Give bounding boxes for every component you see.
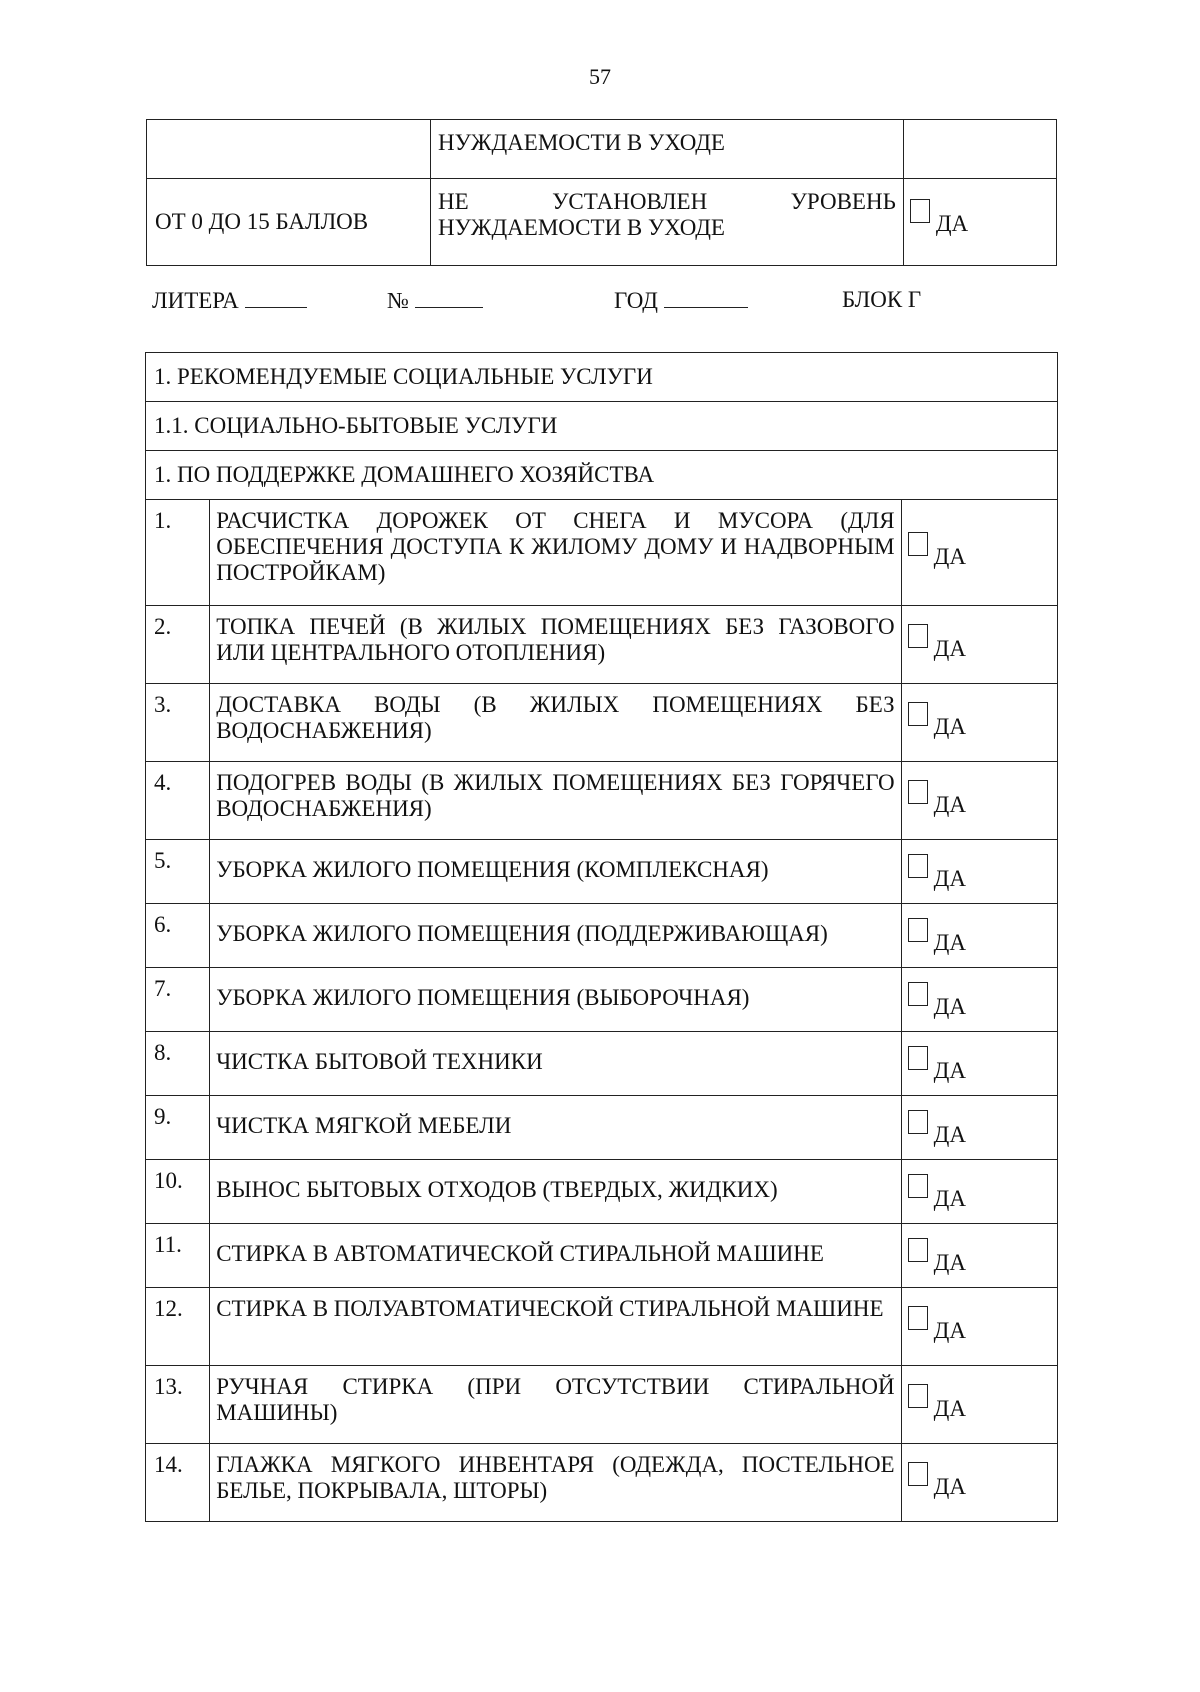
litera-field[interactable] bbox=[152, 287, 307, 314]
need-level-table bbox=[146, 119, 1057, 266]
service-name: ЧИСТКА МЯГКОЙ МЕБЕЛИ bbox=[210, 1096, 901, 1160]
year-field[interactable] bbox=[614, 287, 748, 314]
year-blank[interactable] bbox=[664, 287, 748, 308]
service-name: УБОРКА ЖИЛОГО ПОМЕЩЕНИЯ (ПОДДЕРЖИВАЮЩАЯ) bbox=[210, 904, 901, 968]
checkbox-label: ДА bbox=[933, 866, 966, 891]
subsection-header: 1.1. СОЦИАЛЬНО-БЫТОВЫЕ УСЛУГИ bbox=[146, 402, 1058, 451]
service-name: ТОПКА ПЕЧЕЙ (В ЖИЛЫХ ПОМЕЩЕНИЯХ БЕЗ ГАЗОВОГО ИЛИ ЦЕНТРАЛЬНОГО ОТОПЛЕНИЯ) bbox=[210, 606, 901, 684]
checkbox-label: ДА bbox=[933, 636, 966, 661]
checkbox[interactable] bbox=[908, 1046, 928, 1070]
yes-checkbox-cell[interactable] bbox=[901, 500, 1057, 606]
service-number: 8. bbox=[146, 1032, 210, 1096]
checkbox-label: ДА bbox=[933, 1186, 966, 1211]
service-row bbox=[146, 1366, 1058, 1444]
service-number: 6. bbox=[146, 904, 210, 968]
service-number: 11. bbox=[146, 1224, 210, 1288]
yes-checkbox-cell[interactable] bbox=[901, 1224, 1057, 1288]
block-label: БЛОК Г bbox=[842, 287, 922, 312]
checkbox-label: ДА bbox=[933, 930, 966, 955]
yes-checkbox-cell[interactable] bbox=[901, 1288, 1057, 1366]
number-field[interactable] bbox=[387, 287, 483, 314]
service-name: РУЧНАЯ СТИРКА (ПРИ ОТСУТСТВИИ СТИРАЛЬНОЙ МАШИНЫ) bbox=[210, 1366, 901, 1444]
service-row bbox=[146, 904, 1058, 968]
service-number: 12. bbox=[146, 1288, 210, 1366]
service-row bbox=[146, 1444, 1058, 1522]
checkbox[interactable] bbox=[908, 1110, 928, 1134]
yes-checkbox-cell[interactable] bbox=[901, 840, 1057, 904]
yes-checkbox-cell[interactable] bbox=[901, 968, 1057, 1032]
service-row bbox=[146, 606, 1058, 684]
service-row bbox=[146, 684, 1058, 762]
service-row bbox=[146, 1032, 1058, 1096]
service-row bbox=[146, 500, 1058, 606]
number-label: № bbox=[387, 288, 409, 313]
service-number: 7. bbox=[146, 968, 210, 1032]
checkbox-label: ДА bbox=[933, 1318, 966, 1343]
checkbox[interactable] bbox=[908, 918, 928, 942]
checkbox[interactable] bbox=[908, 854, 928, 878]
service-name: ГЛАЖКА МЯГКОГО ИНВЕНТАРЯ (ОДЕЖДА, ПОСТЕЛЬНОЕ БЕЛЬЕ, ПОКРЫВАЛА, ШТОРЫ) bbox=[210, 1444, 901, 1522]
service-row bbox=[146, 1096, 1058, 1160]
checkbox[interactable] bbox=[908, 1462, 928, 1486]
number-blank[interactable] bbox=[415, 287, 483, 308]
service-name: СТИРКА В АВТОМАТИЧЕСКОЙ СТИРАЛЬНОЙ МАШИНЕ bbox=[210, 1224, 901, 1288]
word: УРОВЕНЬ bbox=[790, 189, 896, 214]
service-name: ПОДОГРЕВ ВОДЫ (В ЖИЛЫХ ПОМЕЩЕНИЯХ БЕЗ ГОРЯЧЕГО ВОДОСНАБЖЕНИЯ) bbox=[210, 762, 901, 840]
service-number: 2. bbox=[146, 606, 210, 684]
service-number: 5. bbox=[146, 840, 210, 904]
service-name: РАСЧИСТКА ДОРОЖЕК ОТ СНЕГА И МУСОРА (ДЛЯ ОБЕСПЕЧЕНИЯ ДОСТУПА К ЖИЛОМУ ДОМУ И НАДВОРНЫМ ПОСТРОЙКАМ) bbox=[210, 500, 901, 606]
litera-blank[interactable] bbox=[245, 287, 307, 308]
service-number: 13. bbox=[146, 1366, 210, 1444]
service-number: 4. bbox=[146, 762, 210, 840]
service-name: ЧИСТКА БЫТОВОЙ ТЕХНИКИ bbox=[210, 1032, 901, 1096]
yes-checkbox-cell[interactable] bbox=[901, 1160, 1057, 1224]
yes-checkbox-cell[interactable] bbox=[901, 684, 1057, 762]
checkbox-label: ДА bbox=[933, 1396, 966, 1421]
service-number: 9. bbox=[146, 1096, 210, 1160]
empty-cell bbox=[903, 120, 1056, 179]
checkbox[interactable] bbox=[908, 532, 928, 556]
checkbox-label: ДА bbox=[935, 211, 969, 236]
checkbox-label: ДА bbox=[933, 994, 966, 1019]
litera-label: ЛИТЕРА bbox=[152, 288, 239, 313]
services-table bbox=[145, 352, 1058, 1522]
checkbox-label: ДА bbox=[933, 1474, 966, 1499]
fields-line bbox=[152, 287, 1052, 317]
category-header: 1. ПО ПОДДЕРЖКЕ ДОМАШНЕГО ХОЗЯЙСТВА bbox=[146, 451, 1058, 500]
service-number: 10. bbox=[146, 1160, 210, 1224]
need-level-label: НУЖДАЕМОСТИ В УХОДЕ bbox=[430, 120, 903, 179]
checkbox-label: ДА bbox=[933, 714, 966, 739]
checkbox[interactable] bbox=[908, 1238, 928, 1262]
checkbox-label: ДА bbox=[933, 1250, 966, 1275]
service-row bbox=[146, 762, 1058, 840]
empty-cell bbox=[147, 120, 431, 179]
yes-checkbox-cell[interactable] bbox=[901, 1444, 1057, 1522]
word: НЕ bbox=[437, 189, 469, 214]
section-header: 1. РЕКОМЕНДУЕМЫЕ СОЦИАЛЬНЫЕ УСЛУГИ bbox=[146, 353, 1058, 402]
yes-checkbox-cell[interactable] bbox=[901, 1096, 1057, 1160]
checkbox-label: ДА bbox=[933, 792, 966, 817]
service-number: 14. bbox=[146, 1444, 210, 1522]
service-row bbox=[146, 1224, 1058, 1288]
service-name: СТИРКА В ПОЛУАВТОМАТИЧЕСКОЙ СТИРАЛЬНОЙ МАШИНЕ bbox=[210, 1288, 901, 1366]
service-name: ВЫНОС БЫТОВЫХ ОТХОДОВ (ТВЕРДЫХ, ЖИДКИХ) bbox=[210, 1160, 901, 1224]
checkbox[interactable] bbox=[908, 624, 928, 648]
yes-checkbox-cell[interactable] bbox=[901, 1032, 1057, 1096]
yes-checkbox-cell[interactable] bbox=[901, 762, 1057, 840]
line: НУЖДАЕМОСТИ В УХОДЕ bbox=[437, 215, 725, 240]
service-name: УБОРКА ЖИЛОГО ПОМЕЩЕНИЯ (КОМПЛЕКСНАЯ) bbox=[210, 840, 901, 904]
service-name: УБОРКА ЖИЛОГО ПОМЕЩЕНИЯ (ВЫБОРОЧНАЯ) bbox=[210, 968, 901, 1032]
word: УСТАНОВЛЕН bbox=[552, 189, 708, 214]
yes-checkbox-cell[interactable] bbox=[903, 179, 1056, 266]
checkbox-label: ДА bbox=[933, 1058, 966, 1083]
score-range: ОТ 0 ДО 15 БАЛЛОВ bbox=[147, 179, 431, 266]
service-row bbox=[146, 1160, 1058, 1224]
service-number: 1. bbox=[146, 500, 210, 606]
service-number: 3. bbox=[146, 684, 210, 762]
service-row bbox=[146, 1288, 1058, 1366]
year-label: ГОД bbox=[614, 288, 658, 313]
service-row bbox=[146, 968, 1058, 1032]
checkbox[interactable] bbox=[908, 1174, 928, 1198]
checkbox[interactable] bbox=[908, 780, 928, 804]
service-name: ДОСТАВКА ВОДЫ (В ЖИЛЫХ ПОМЕЩЕНИЯХ БЕЗ ВОДОСНАБЖЕНИЯ) bbox=[210, 684, 901, 762]
checkbox-label: ДА bbox=[933, 1122, 966, 1147]
checkbox[interactable] bbox=[908, 982, 928, 1006]
yes-checkbox-cell[interactable] bbox=[901, 606, 1057, 684]
checkbox[interactable] bbox=[908, 1384, 928, 1408]
checkbox-label: ДА bbox=[933, 544, 966, 569]
checkbox[interactable] bbox=[910, 199, 930, 223]
need-level-description bbox=[430, 179, 903, 266]
yes-checkbox-cell[interactable] bbox=[901, 1366, 1057, 1444]
service-row bbox=[146, 840, 1058, 904]
yes-checkbox-cell[interactable] bbox=[901, 904, 1057, 968]
checkbox[interactable] bbox=[908, 702, 928, 726]
page-number: 57 bbox=[589, 64, 611, 89]
checkbox[interactable] bbox=[908, 1306, 928, 1330]
